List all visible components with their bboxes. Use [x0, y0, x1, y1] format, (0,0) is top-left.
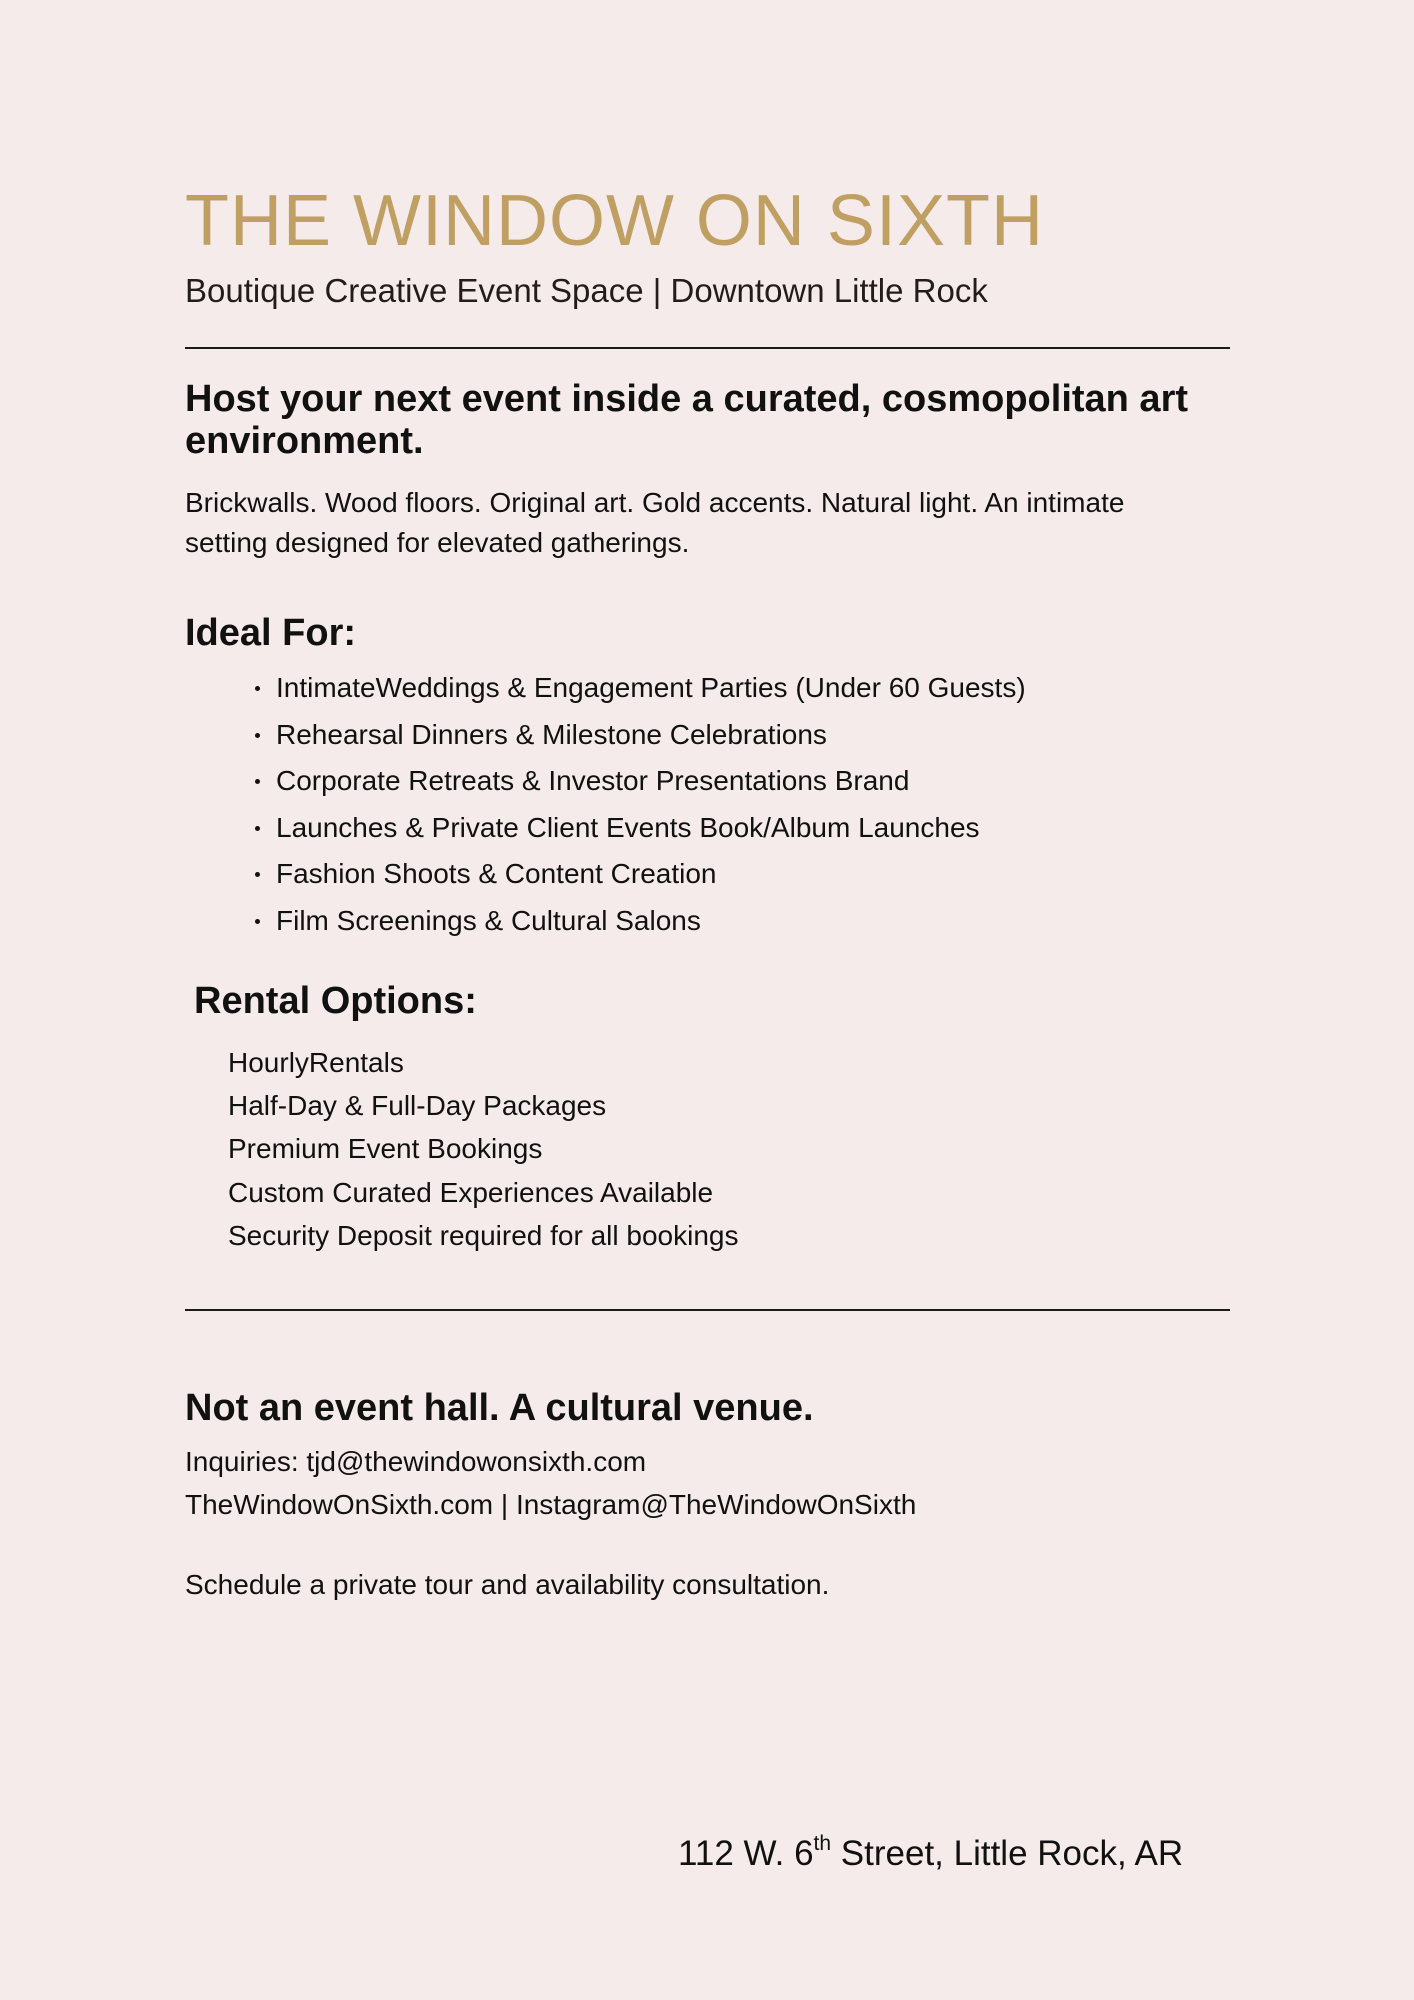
top-divider	[185, 347, 1230, 349]
ideal-for-item-text: Launches & Private Client Events Book/Album Launches	[276, 811, 980, 843]
ideal-for-item-text: Rehearsal Dinners & Milestone Celebrations	[276, 718, 827, 750]
ideal-for-item	[276, 665, 1026, 712]
bullet-icon	[255, 872, 260, 877]
flyer-page	[185, 0, 1230, 2000]
address-suffix: Street, Little Rock, AR	[831, 1834, 1184, 1873]
ideal-for-item	[276, 712, 1026, 759]
rental-options-list	[228, 1041, 738, 1257]
ideal-for-item-text: Fashion Shoots & Content Creation	[276, 858, 717, 890]
bullet-icon	[255, 826, 260, 831]
bullet-icon	[255, 919, 260, 924]
rental-option-item: Custom Curated Experiences Available	[228, 1176, 714, 1208]
rental-options-heading: Rental Options:	[194, 980, 477, 1022]
venue-address	[678, 1832, 1183, 1876]
venue-title: THE WINDOW ON SIXTH	[185, 181, 1044, 261]
rental-option-item: Half-Day & Full-Day Packages	[228, 1090, 607, 1122]
closing-tagline: Not an event hall. A cultural venue.	[185, 1387, 814, 1429]
rental-option-item: Premium Event Bookings	[228, 1133, 543, 1165]
rental-option-item: HourlyRentals	[228, 1047, 404, 1078]
intro-headline: Host your next event inside a curated, cosmopolitan art environment.	[185, 378, 1189, 462]
ideal-for-item-text: IntimateWeddings & Engagement Parties (Under 60 Guests)	[276, 672, 1026, 703]
ideal-for-item	[276, 851, 1026, 898]
ideal-for-item	[276, 758, 1026, 805]
rental-option-item: Security Deposit required for all bookings	[228, 1219, 739, 1251]
inquiries-email[interactable]: Inquiries: tjd@thewindowonsixth.com	[185, 1446, 647, 1477]
bullet-icon	[255, 779, 260, 784]
address-ordinal: th	[813, 1832, 832, 1856]
ideal-for-item	[276, 805, 1026, 852]
ideal-for-heading: Ideal For:	[185, 612, 357, 654]
ideal-for-item	[276, 898, 1026, 945]
venue-subtitle: Boutique Creative Event Space | Downtown Little Rock	[185, 272, 988, 309]
intro-body: Brickwalls. Wood floors. Original art. Gold accents. Natural light. An intimate setting designed for elevated gatherings.	[185, 487, 1125, 558]
ideal-for-item-text: Corporate Retreats & Investor Presentations Brand	[276, 765, 910, 797]
bullet-icon	[255, 733, 260, 738]
bottom-divider	[185, 1309, 1230, 1311]
website-instagram-line[interactable]: TheWindowOnSixth.com | Instagram@TheWindowOnSixth	[185, 1489, 917, 1520]
address-prefix: 112 W. 6	[678, 1834, 814, 1873]
bullet-icon	[255, 686, 260, 691]
schedule-tour-text: Schedule a private tour and availability consultation.	[185, 1569, 830, 1600]
ideal-for-item-text: Film Screenings & Cultural Salons	[276, 904, 701, 936]
ideal-for-list	[276, 665, 1026, 945]
